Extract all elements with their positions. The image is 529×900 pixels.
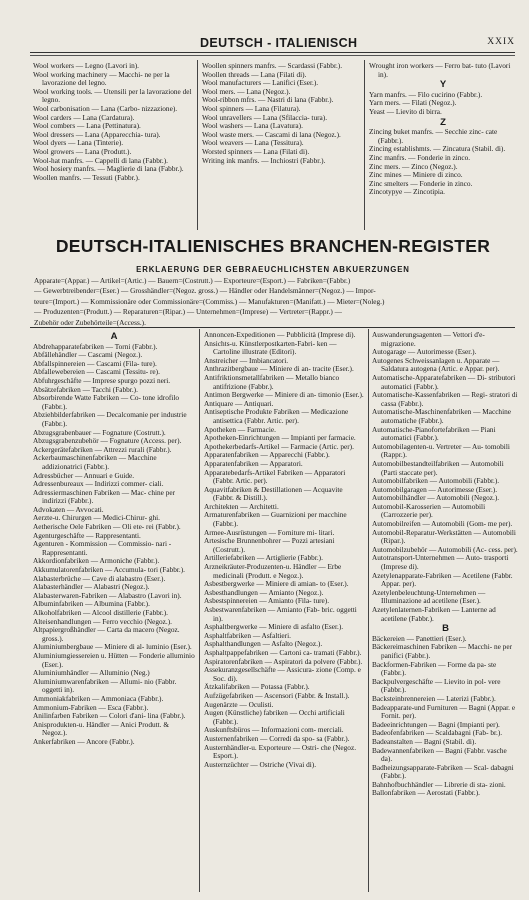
page-number: XXIX xyxy=(487,37,515,47)
register-entry: Aluminiumgiessereien u. Hütten — Fonderie alluminio (Eser.). xyxy=(33,650,195,669)
register-entry: Automobilreifen — Automobili (Gom- me per). xyxy=(372,519,513,529)
register-entry: Badeofenfabriken — Scaldabagni (Fab- br.). xyxy=(372,728,503,738)
register-entry: Absorbirende Watte Fabriken — Co- tone idrofilo (Fabbr.). xyxy=(33,393,179,411)
register-entry: Agenturgeschäfte — Rappresentanti. xyxy=(33,530,141,540)
register-entry: Zincing buket manfrs. — Secchie zinc- cate (Fabbr.). xyxy=(369,127,498,145)
register-entry: Backpulvergeschäfte — Lievito in pol- vere (Fabbr.). xyxy=(372,676,501,695)
register-entry: Austernhändler-u. Exporteure — Ostri- che (Negoz. Esport.). xyxy=(204,742,357,761)
abbreviation-line: Apparate=(Appar.) — Artikel=(Artic.) — Bauern=(Costrutt.) — Exporteure=(Esport.) — Fabriken=(Fabbr.) xyxy=(34,276,351,285)
column-divider xyxy=(368,329,369,892)
register-entry: Zinc mers. — Zinco (Negoz.). xyxy=(369,161,458,171)
register-entry: Agenturen - Kommission — Commissio- nari - Rappresentanti. xyxy=(33,539,172,557)
register-entry: Wrought iron workers — Ferro bat- tuto (Lavori in). xyxy=(369,62,511,79)
register-entry: Automatische-Maschinenfabriken — Macchine automatiche (Fabbr.). xyxy=(372,407,511,425)
register-entry: Auswanderungsagenten — Vettori d'e- migrazione. xyxy=(372,331,485,348)
register-entry: Wool dyers — Lana (Tinterie). xyxy=(33,138,124,148)
register-entry: Wool-hat manfrs. — Cappelli di lana (Fabbr.). xyxy=(33,155,168,165)
register-entry: Aetherische Oele Fabriken — Oli ete- rei (Fabbr.). xyxy=(33,522,181,532)
register-entry: Asbestspinnereien — Amianto (Fila- ture). xyxy=(204,596,330,606)
register-entry: Austernzüchter — Ostriche (Vivai di). xyxy=(204,759,317,769)
register-entry: Apparatebedarfs-Artikel Fabriken — Apparatori (Fabbr. Artic. per). xyxy=(204,467,346,486)
register-entry: Anisprodukten-u. Händler — Anici Produtt. & Negoz.). xyxy=(33,719,169,738)
register-entry: Asphaltpappefabriken — Cartoni ca- tramati (Fabbr.). xyxy=(204,647,362,657)
register-entry: Adressenbureaux — Indirizzi commer- ciali. xyxy=(33,479,164,489)
register-entry: Armaturenfabriken — Guarnizioni per macchine (Fabbr.). xyxy=(204,510,347,529)
register-entry: Ammonium-Fabriken — Esca (Fabbr.). xyxy=(33,702,149,712)
register-entry: Wool spinners — Lana (Filatura). xyxy=(202,103,301,113)
register-entry: Arzneikräuter-Produzenten-u. Händler — Erbe medicinali (Produtt. e Negoz.). xyxy=(204,562,342,580)
register-entry: Wool combers — Lana (Pettinatura). xyxy=(33,121,141,131)
register-entry: Adressiermaschinen Fabriken — Mac- chine per indirizzi (Fabbr.). xyxy=(33,487,176,506)
register-entry: Autogarage — Autorimesse (Eser.). xyxy=(372,347,477,357)
abbreviation-line: — Gewerbtreibender=(Eser.) — Grosshändler=(Negoz. gross.) — Händler oder Handelsmänner=(Negoz.) — Impor- xyxy=(34,286,376,296)
register-entry: Wool growers — Lana (Produtt.). xyxy=(33,146,132,156)
register-entry: Automobilzubehör — Automobili (Ac- cess. per). xyxy=(372,544,518,554)
register-entry: Bahnhofbuchhändler — Librerie di sta- zioni. xyxy=(372,779,506,789)
register-entry: Aluminiumhändler — Alluminio (Neg.) xyxy=(33,668,150,678)
register-title: DEUTSCH-ITALIENISCHES BRANCHEN-REGISTER xyxy=(55,236,491,256)
register-entry: Adressbücher — Annuari e Guide. xyxy=(33,470,135,480)
register-entry: Annoncen-Expeditionen — Pubblicità (Imprese di). xyxy=(204,331,356,339)
register-entry: Austernenfabriken — Corredi da spo- sa (Fabbr.). xyxy=(204,733,350,743)
register-entry: Asphaltfabriken — Asfaltieri. xyxy=(204,630,291,640)
header-rule-thin xyxy=(30,55,515,56)
register-entry: Asbestwarenfabriken — Amianto (Fab- bric. oggetti in). xyxy=(204,605,357,623)
register-entry: Zinc mines — Miniere di zinco. xyxy=(369,170,463,180)
register-entry: Apparatenfabriken — Apparecchi (Fabbr.). xyxy=(204,450,330,460)
register-entry: Wool working machinery — Macchi- ne per la lavorazione del legno. xyxy=(33,69,170,88)
register-entry: Automobilagenten-u. Vertreter — Au- tomobili (Rappr.). xyxy=(372,441,510,460)
register-entry: Abfällehändler — Cascami (Negoz.). xyxy=(33,350,143,360)
register-entry: Automobilhändler — Automobili (Negoz.). xyxy=(372,493,500,503)
register-entry: Wool dressers — Lana (Apparecchia- tura). xyxy=(33,129,161,139)
register-entry: Worsted spinners — Lana (Filati di). xyxy=(202,146,310,156)
register-entry: Anthrazitbergbaue — Miniere di an- tracite (Eser.). xyxy=(204,364,354,374)
register-entry: Alkoholfabriken — Alcool distillerie (Fabbr.). xyxy=(33,608,168,617)
register-entry: Wool manufacturers — Lanifici (Eser.). xyxy=(202,78,319,88)
register-entry: Armee-Ausrüstungen — Forniture mi- litari. xyxy=(204,527,335,537)
register-entry: Akkumulatorenfabriken — Accumula- tori (Fabbr.). xyxy=(33,565,185,575)
register-entry: Backformen-Fabriken — Forme da pa- ste (Fabbr.). xyxy=(372,659,497,678)
column-divider xyxy=(197,60,198,230)
register-entry: Wool unravellers — Lana (Sfilaccia- tura). xyxy=(202,112,328,122)
register-entry: Asphalthandlungen — Asfalto (Negoz.). xyxy=(204,639,323,649)
register-entry: Badeapparate-und Furnituren — Bagni (Appar. e Fornit. per). xyxy=(372,702,516,721)
register-entry: Asbesthandlungen — Amianto (Negoz.). xyxy=(204,587,324,597)
register-entry: Yeast — Lievito di birra. xyxy=(369,106,442,116)
register-entry: Automobil-Reparatur-Werkstätten — Automobili (Ripar.). xyxy=(372,527,516,546)
register-entry: Artilleriefabriken — Artiglierie (Fabbr.). xyxy=(204,553,323,563)
register-entry: Bäckereimaschinen Fabriken — Macchi- ne per panifici (Fabbr.). xyxy=(372,642,513,660)
register-entry: Woollen manfrs. — Tessuti (Fabbr.). xyxy=(33,172,140,182)
register-entry: Zinc manfrs. — Fonderie in zinco. xyxy=(369,152,471,162)
register-entry: Augen (Künstliche) fabriken — Occhi artificiali (Fabbr.). xyxy=(204,708,345,726)
register-entry: Architekten — Architetti. xyxy=(204,501,279,511)
register-entry: Alteisenhandlungen — Ferro vecchio (Negoz.). xyxy=(33,616,173,626)
register-entry: Antimon Bergwerke — Miniere di an- timonio (Eser.). xyxy=(204,390,364,400)
register-entry: Ackergerätefabriken — Attrezzi rurali (Fabbr.). xyxy=(33,444,172,454)
register-entry: Wool washers — Lana (Lavatura). xyxy=(202,121,303,131)
register-entry: Ackerbaumaschinenfabriken — Macchine addizionatrici (Fabbr.). xyxy=(33,453,157,471)
register-entry: Albuminfabriken — Albumina (Fabbr.). xyxy=(33,599,150,609)
register-entry: Antifriktionsmetallfabriken — Metallo bianco antifrizione (Fabbr.). xyxy=(204,372,340,391)
lower-column-2 xyxy=(204,331,364,891)
register-entry: Artesische Brunnenbohrer — Pozzi artesiani (Costrutt.). xyxy=(204,536,335,554)
lower-column-1 xyxy=(33,331,195,891)
abbreviations-heading: ERKLAERUNG DER GEBRAEUCHLICHSTEN ABKUERZUNGEN xyxy=(136,265,410,274)
register-entry: Woollen spinners manfrs. — Scardassi (Fabbr.). xyxy=(202,62,343,70)
register-entry: Autotransport-Unternehmen — Auto- trasporti (Imprese di). xyxy=(372,553,509,572)
register-entry: Assekuranzgesellschäfte — Assicura- zione (Comp. e Soc. di). xyxy=(204,665,361,683)
register-entry: Altpapiergroßhändler — Carta da macero (Negoz. gross.). xyxy=(33,625,180,643)
top-column-1 xyxy=(33,62,193,232)
register-entry: Yarn manfrs. — Filo cucirino (Fabbr.). xyxy=(369,89,483,99)
register-entry: Advokaten — Avvocati. xyxy=(33,504,104,514)
register-entry: Wool-ribbon mfrs. — Nastri di lana (Fabbr.). xyxy=(202,95,334,105)
register-entry: Apparatenfabriken — Apparatori. xyxy=(204,458,303,468)
page-header xyxy=(30,36,515,50)
register-entry: Backsteinbrennereien — Laterizi (Fabbr.). xyxy=(372,693,496,703)
register-entry: Ankerfabriken — Ancore (Fabbr.). xyxy=(33,736,135,746)
register-entry: Yarn mers. — Filati (Negoz.). xyxy=(369,98,457,108)
register-entry: Automatische-Apparatefabriken — Di- stributori automatici (Fabbr.). xyxy=(372,372,516,391)
register-entry: Zincotypye — Zincotipia. xyxy=(369,187,445,197)
register-entry: Wool carbonisation — Lana (Carbo- nizzazione). xyxy=(33,103,178,113)
register-entry: Absätzefabriken — Tacchi (Fabbr.). xyxy=(33,384,138,394)
register-entry: Auskunftsbüros — Informazioni com- merciali. xyxy=(204,725,344,735)
register-entry: Aerzte-u. Chirurgen — Medici-Chirur- ghi. xyxy=(33,513,160,523)
column-divider xyxy=(364,60,365,230)
register-entry: Alabasterbrüche — Cave di alabastro (Eser.). xyxy=(33,573,166,583)
header-rule xyxy=(30,52,515,53)
column-divider xyxy=(199,329,200,892)
register-entry: Autogenes Schweissanlagen u. Apparate — Saldatura autogena (Artic. e Appar. per). xyxy=(372,355,500,374)
register-entry: Anstreicher — Imbiancatori. xyxy=(204,355,289,365)
register-entry: Abziehbilderfabriken — Decalcomanie per industrie (Fabbr.). xyxy=(33,410,187,428)
register-entry: Ballonfabriken — Aerostati (Fabbr.). xyxy=(372,788,481,798)
top-column-2 xyxy=(202,62,360,232)
register-entry: Automatische-Kassenfabriken — Regi- stratori di cassa (Fabbr.). xyxy=(372,390,518,408)
register-entry: Azetylenlaternen-Fabriken — Lanterne ad acetilene (Fabbr.). xyxy=(372,605,496,623)
top-column-3 xyxy=(369,62,517,232)
register-entry: Badewannenfabriken — Bagni (Fabbr. vasche da). xyxy=(372,745,507,764)
register-entry: Apothekerbedarfs-Artikel — Farmacie (Artic. per). xyxy=(204,441,354,451)
register-entry: Anilinfarben Fabriken — Colori d'ani- lina (Fabbr.). xyxy=(33,711,186,721)
register-entry: Abfallspinnereien — Cascami (Fila- ture). xyxy=(33,358,157,368)
register-entry: Automobil-Karosserien — Automobili (Carrozzerie per). xyxy=(372,501,486,520)
register-entry: Wool workers — Legno (Lavori in). xyxy=(33,62,140,70)
register-entry: Akkordionfabriken — Armoniche (Fabbr.). xyxy=(33,556,160,566)
abbreviations-list xyxy=(34,276,518,328)
section-rule xyxy=(30,327,515,328)
register-entry: Ätzkalifabriken — Potassa (Fabbr.). xyxy=(204,682,310,692)
register-entry: Abzugsgrabenzubehör — Fognature (Access. per). xyxy=(33,436,182,446)
register-entry: Bäckereien — Panettieri (Eser.). xyxy=(372,633,467,643)
register-entry: Abfuhrgeschäfte — Imprese spurgo pozzi neri. xyxy=(33,375,171,385)
register-entry: Abdrehapparatefabriken — Torni (Fabbr.). xyxy=(33,341,158,351)
register-entry: Asphaltbergwerke — Miniere di asfalto (Eser.). xyxy=(204,622,344,632)
register-entry: Wool carders — Lana (Cardatura). xyxy=(33,112,135,122)
register-entry: Automobilbestandteilfabriken — Automobili (Parti staccate per). xyxy=(372,458,504,477)
register-entry: Aquavitfabriken & Destillationen — Acquavite (Fabbr. & Distill.). xyxy=(204,484,343,503)
register-entry: Asbestbergwerke — Miniere di amian- to (Eser.). xyxy=(204,579,349,589)
abbreviation-line: Zubehör oder Zubehörteile=(Access.). xyxy=(34,317,146,327)
register-entry: Automobilgaragen — Autorimesse (Eser.). xyxy=(372,484,498,494)
register-entry: Wool weavers — Lana (Tessitura). xyxy=(202,138,304,148)
register-entry: Alabasterhändler — Alabastri (Negoz.). xyxy=(33,582,150,592)
register-entry: Wool working tools. — Utensili per la lavorazione del legno. xyxy=(33,86,192,105)
register-entry: Zincing establishmts. — Zincatura (Stabil. di). xyxy=(369,144,506,154)
register-entry: Badeanstalten — Bagni (Stabil. di). xyxy=(372,736,477,746)
abbreviation-line: teure=(Import.) — Kommissionäre oder Commissionäre=(Commiss.) — Manufakturen=(Manifatt.) — Mieter=(Noleg.) xyxy=(34,296,385,306)
section-letter: A xyxy=(110,331,118,342)
section-letter: Z xyxy=(440,116,446,128)
register-entry: Wool waste mers. — Cascami di lana (Negoz.). xyxy=(202,129,341,139)
register-entry: Augenärzte — Oculisti. xyxy=(204,699,274,709)
register-entry: Woollen threads — Lana (Filati di). xyxy=(202,69,307,79)
register-entry: Badheizungsapparate-Fabriken — Scal- dabagni (Fabbr.). xyxy=(372,762,514,781)
register-entry: Aluminiumwarenfabriken — Allumi- nio (Fabbr. oggetti in). xyxy=(33,676,177,695)
register-entry: Badeeinrichtungen — Bagni (Impianti per). xyxy=(372,719,500,729)
register-entry: Wool mers. — Lana (Negoz.). xyxy=(202,86,291,96)
running-title: DEUTSCH - ITALIENISCH xyxy=(200,36,358,50)
register-entry: Automobilfabriken — Automobili (Fabbr.). xyxy=(372,476,500,486)
register-entry: Apotheken-Einrichtungen — Impianti per farmacie. xyxy=(204,433,356,443)
register-entry: Aluminiumbergbaue — Miniere di al- luminio (Eser.). xyxy=(33,642,192,652)
section-letter: B xyxy=(442,623,449,635)
section-letter: Y xyxy=(439,79,447,91)
register-entry: Aufzügefabriken — Ascensori (Fabbr. & Install.). xyxy=(204,690,350,700)
register-entry: Aspiratorenfabriken — Aspiratori da polvere (Fabbr.). xyxy=(204,656,363,666)
register-entry: Abzugsgrabenbauer — Fognature (Costrutt.). xyxy=(33,427,166,437)
register-entry: Wool hosiery manfrs. — Maglierie di lana (Fabbr.). xyxy=(33,164,184,174)
register-entry: Ansichts-u. Künstlerpostkarten-Fabri- ken — Cartoline illustrate (Editori). xyxy=(204,338,337,357)
register-entry: Alabasterwaren-Fabriken — Alabastro (Lavori in). xyxy=(33,590,182,600)
register-entry: Apotheken — Farmacie. xyxy=(204,424,276,434)
register-entry: Antiseptische Produkte Fabriken — Medicazione antisettica (Fabbr. Artic. per). xyxy=(204,407,349,425)
register-entry: Ammoniakfabriken — Ammoniaca (Fabbr.). xyxy=(33,693,164,703)
register-entry: Writing ink manfrs. — Inchiostri (Fabbr.). xyxy=(202,155,326,165)
register-entry: Automatische-Pianofortefabriken — Piani automatici (Fabbr.). xyxy=(372,424,496,443)
register-entry: Zinc smelters — Fonderie in zinco. xyxy=(369,178,473,188)
register-entry: Azetylenbeleuchtung-Unternehmen — Illuminazione ad acetilene (Eser.). xyxy=(372,587,486,606)
register-entry: Antiquare — Antiquari. xyxy=(204,398,274,408)
lower-column-3 xyxy=(372,331,519,891)
register-entry: Abfallewebereien — Cascami (Tessitu- re). xyxy=(33,367,160,377)
register-entry: Azetylenapparate-Fabriken — Acetilene (Fabbr. Appar. per). xyxy=(372,570,513,589)
abbreviation-line: — Produzenten=(Produtt.) — Reparaturen=(Ripar.) — Unternehmen=(Imprese) — Vertreter=(Rappr.) — xyxy=(34,307,342,317)
